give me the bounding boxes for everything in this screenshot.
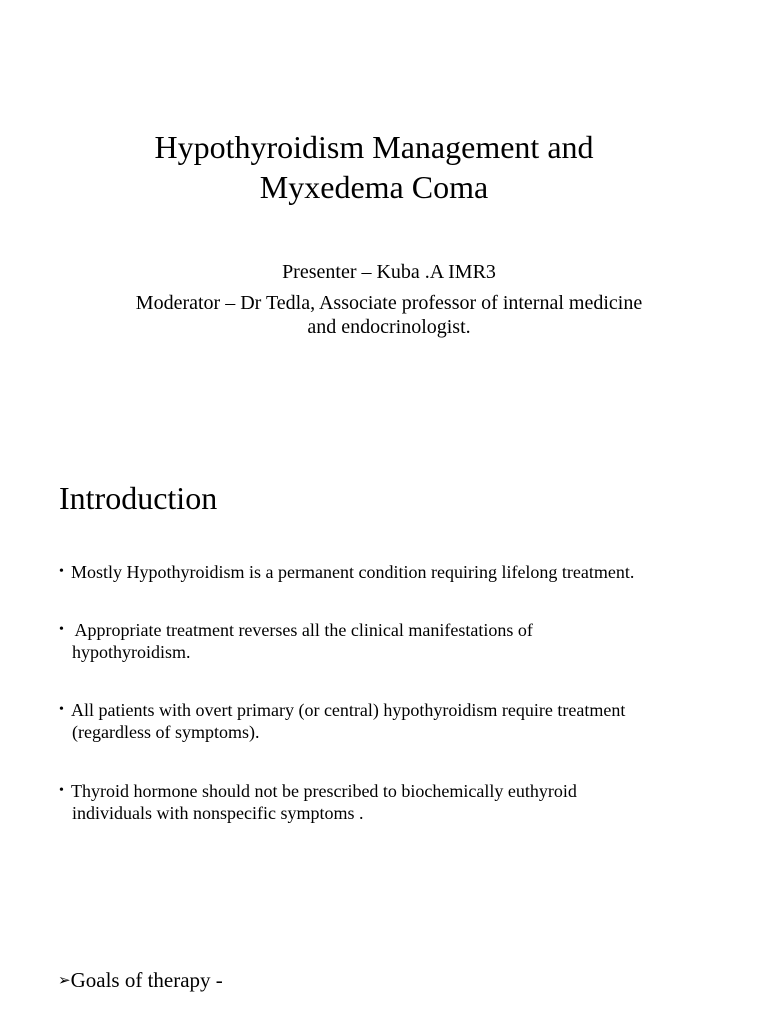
bullet-dot-icon: • xyxy=(59,702,64,717)
bullet-dot-icon: • xyxy=(59,564,64,579)
bullet-text: Appropriate treatment reverses all the clinical manifestations of xyxy=(71,620,533,640)
moderator-line-2: and endocrinologist. xyxy=(307,316,471,338)
bullet-item xyxy=(59,619,749,663)
goals-of-therapy xyxy=(58,967,223,993)
bullet-text-continuation: hypothyroidism. xyxy=(72,642,191,662)
slide-title-line-1: Hypothyroidism Management and xyxy=(154,129,594,165)
bullet-dot-icon: • xyxy=(59,783,64,798)
bullet-text: Mostly Hypothyroidism is a permanent condition requiring lifelong treatment. xyxy=(71,562,635,582)
presenter-line: Presenter – Kuba .A IMR3 xyxy=(282,261,496,283)
slide-subtitle xyxy=(0,260,768,339)
slide-title-line-2: Myxedema Coma xyxy=(259,169,489,205)
section-heading-introduction: Introduction xyxy=(59,480,218,516)
bullet-text: Thyroid hormone should not be prescribed to biochemically euthyroid xyxy=(71,781,577,801)
bullet-item xyxy=(59,780,749,824)
bullet-dot-icon: • xyxy=(59,622,64,637)
bullet-item xyxy=(59,699,749,743)
bullet-item xyxy=(59,561,749,583)
bullet-text: All patients with overt primary (or central) hypothyroidism require treatment xyxy=(71,700,626,720)
arrow-bullet-icon: ➢ xyxy=(58,971,71,989)
moderator-line-1: Moderator – Dr Tedla, Associate professor of internal medicine xyxy=(135,292,643,314)
goals-label: Goals of therapy - xyxy=(70,968,223,992)
bullet-text-continuation: (regardless of symptoms). xyxy=(72,722,260,742)
slide-title xyxy=(0,127,748,207)
bullet-text-continuation: individuals with nonspecific symptoms . xyxy=(72,803,364,823)
